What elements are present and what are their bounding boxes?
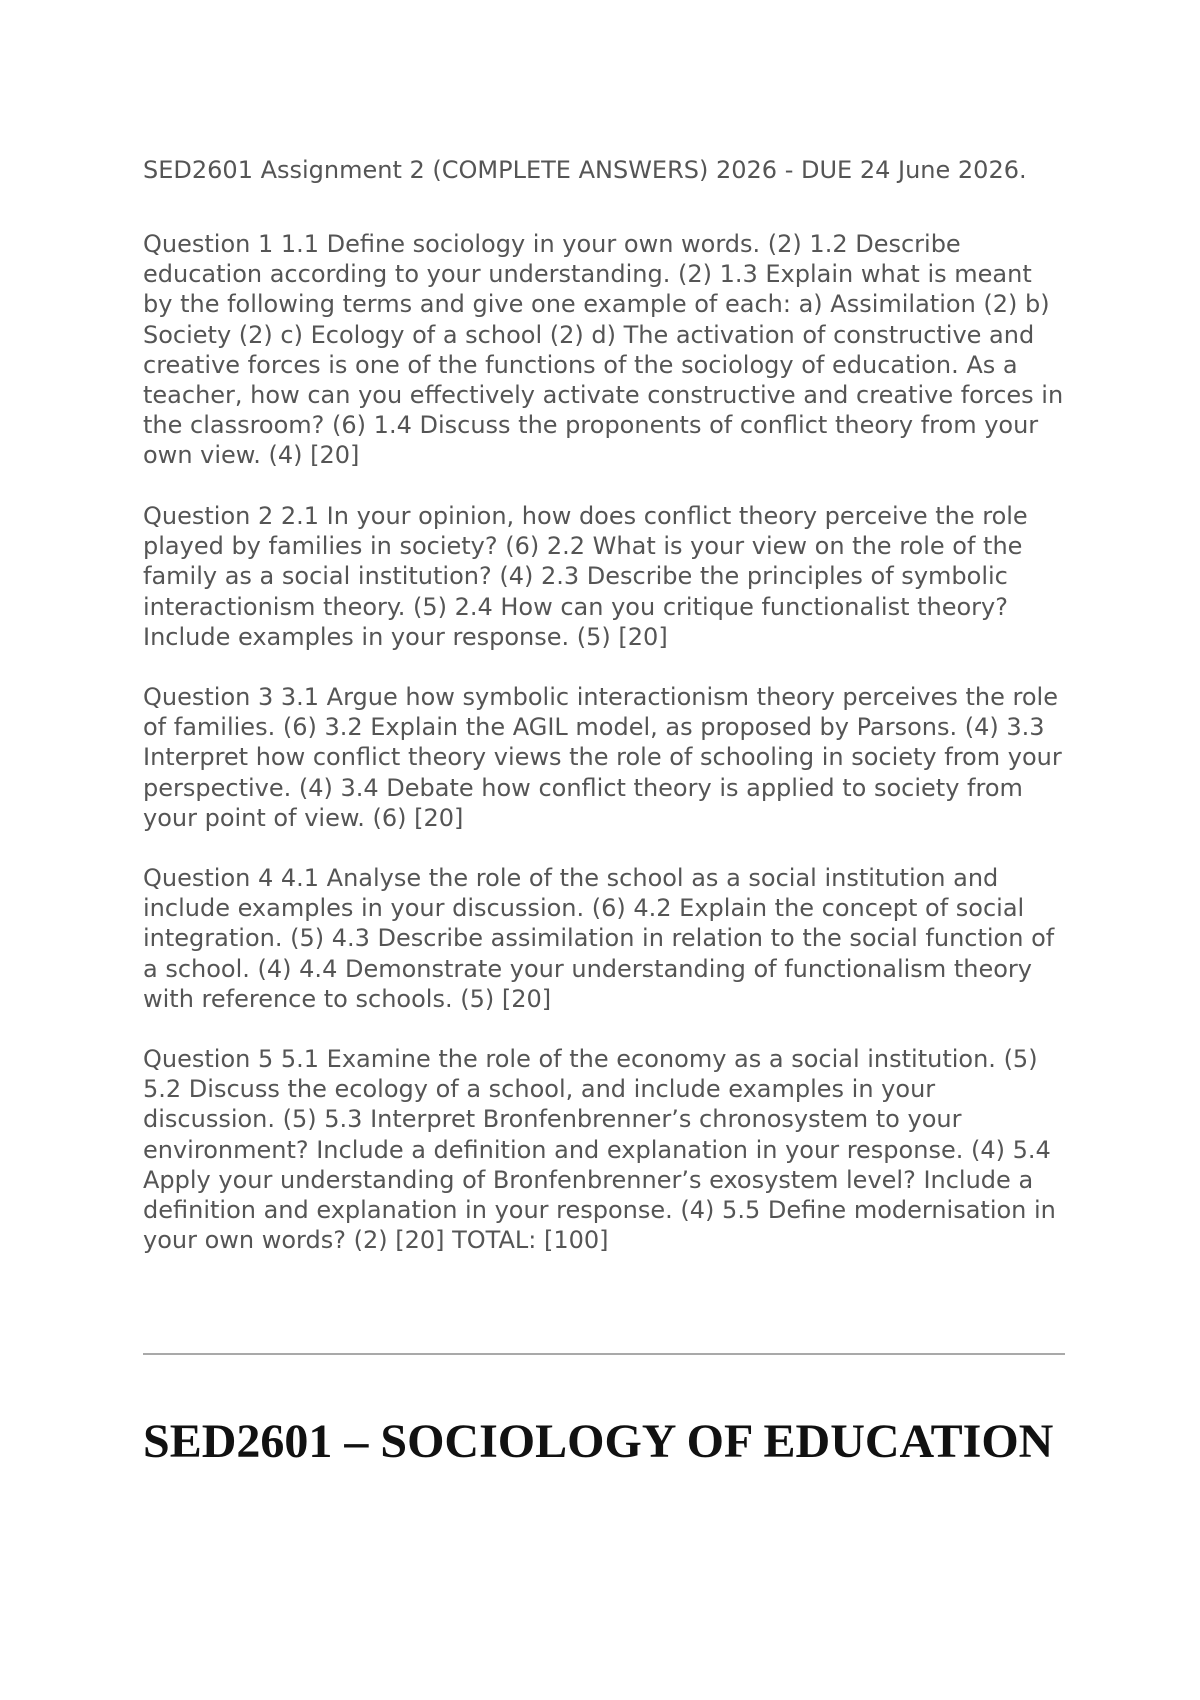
question-2-paragraph: Question 2 2.1 In your opinion, how does conflict theory perceive the role played by families in society? (6) 2.2 What is your view on the role of the family as a social institution? (4) 2.3 Describe the principles of symbolic interactionism theory. (5) 2.4 How can you critique functionalist theory? Include examples in your response. (5) [20] [143, 502, 1028, 651]
assignment-header: SED2601 Assignment 2 (COMPLETE ANSWERS) 2026 - DUE 24 June 2026. [143, 156, 1027, 184]
section-title: SED2601 – SOCIOLOGY OF EDUCATION [143, 1415, 1054, 1468]
question-5-paragraph: Question 5 5.1 Examine the role of the economy as a social institution. (5) 5.2 Discuss the ecology of a school, and include examples in your discussion. (5) 5.3 Interpret Bronfenbrenner’s chronosystem to your environment? Include a definition and explanation in your response. (4) 5.4 Apply your understanding of Bronfenbrenner’s exosystem level? Include a definition and explanation in your response. (4) 5.5 Define modernisation in your own words? (2) [20] TOTAL: [100] [143, 1045, 1056, 1255]
question-1-paragraph: Question 1 1.1 Define sociology in your own words. (2) 1.2 Describe education according to your understanding. (2) 1.3 Explain what is meant by the following terms and give one example of each: a) Assimilation (2) b) Society (2) c) Ecology of a school (2) d) The activation of constructive and creative forces is one of the functions of the sociology of education. As a teacher, how can you effectively activate constructive and creative forces in the classroom? (6) 1.4 Discuss the proponents of conflict theory from your own view. (4) [20] [143, 230, 1064, 470]
question-3-paragraph: Question 3 3.1 Argue how symbolic interactionism theory perceives the role of families. (6) 3.2 Explain the AGIL model, as proposed by Parsons. (4) 3.3 Interpret how conflict theory views the role of schooling in society from your perspective. (4) 3.4 Debate how conflict theory is applied to society from your point of view. (6) [20] [143, 683, 1062, 832]
horizontal-divider [143, 1353, 1065, 1355]
question-4-paragraph: Question 4 4.1 Analyse the role of the school as a social institution and include examples in your discussion. (6) 4.2 Explain the concept of social integration. (5) 4.3 Describe assimilation in relation to the social function of a school. (4) 4.4 Demonstrate your understanding of functionalism theory with reference to schools. (5) [20] [143, 864, 1055, 1013]
